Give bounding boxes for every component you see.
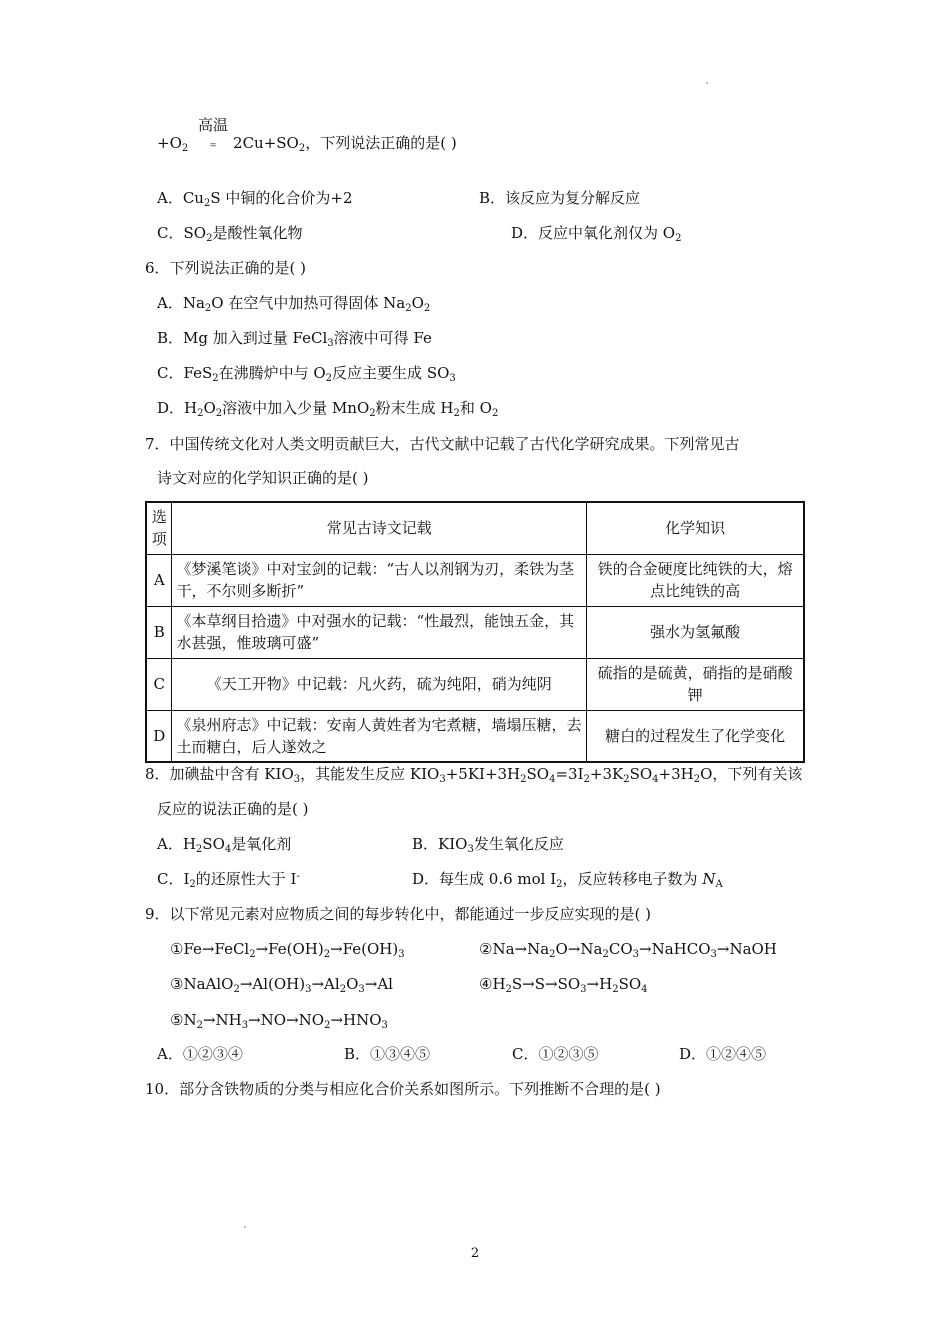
q9-option-d[interactable]: D．①②④⑤: [679, 1045, 767, 1063]
row-knowledge: 强水为氢氟酸: [587, 606, 804, 658]
row-record: 《泉州府志》中记载：安南人黄姓者为宅煮糖，墙塌压糖，去土而糖白，后人遂效之: [172, 710, 587, 762]
header-record: 常见古诗文记载: [172, 502, 587, 554]
q6-option-c[interactable]: C．FeS$_2$在沸腾炉中与 $O_2$反应主要生成 $SO_3$: [157, 364, 456, 384]
header-option: 选项: [146, 502, 172, 554]
reaction-condition: 高温 =: [198, 116, 229, 151]
q9-sequence-2: $②Na\to Na_2O\to Na_2CO_3\to NaHCO_3\to NaOH$: [479, 940, 777, 960]
page-number: 2: [470, 1246, 480, 1261]
table-row: [146, 554, 804, 606]
q7-table: [145, 501, 805, 763]
q9-option-b[interactable]: B．①③④⑤: [344, 1045, 431, 1063]
q10-stem: 10．部分含铁物质的分类与相应化合价关系如图所示。下列推断不合理的是( ): [145, 1080, 661, 1098]
q9-stem: 9．以下常见元素对应物质之间的每步转化中，都能通过一步反应实现的是( ): [145, 905, 652, 923]
q6-option-d[interactable]: D．$H_2O_2$溶液中加入少量 MnO$_2$粉末生成 $H_2$和 $O_2$: [157, 399, 499, 419]
scan-speck: [706, 82, 708, 84]
q9-sequence-4: $④H_2S\to S\to SO_3\to H_2SO_4$: [479, 975, 648, 995]
row-label: D: [146, 710, 172, 762]
row-label: A: [146, 554, 172, 606]
row-record: 《本草纲目拾遗》中对强水的记载：“性最烈，能蚀五金，其水甚强，惟玻璃可盛”: [172, 606, 587, 658]
q6-option-b[interactable]: B．Mg 加入到过量 FeCl$_3$溶液中可得 Fe: [157, 329, 432, 349]
q9-option-a[interactable]: A．①②③④: [157, 1045, 243, 1063]
q9-sequence-1: $①Fe\to FeCl_2\to Fe(OH)_2\to Fe(OH)_3$: [170, 940, 405, 960]
q8-option-b[interactable]: B．$KIO_3$发生氧化反应: [412, 835, 564, 855]
row-label: C: [146, 658, 172, 710]
table-header-row: [146, 502, 804, 554]
q5-option-a[interactable]: A．$Cu_2S$ 中铜的化合价为+2: [157, 189, 353, 209]
row-knowledge: 糖白的过程发生了化学变化: [587, 710, 804, 762]
q6-option-a[interactable]: A．$Na_2O$ 在空气中加热可得固体 $Na_2O_2$: [157, 294, 431, 314]
q7-stem-line1: 7．中国传统文化对人类文明贡献巨大，古代文献中记载了古代化学研究成果。下列常见古: [145, 435, 740, 453]
table-row: [146, 606, 804, 658]
q5-option-b[interactable]: B．该反应为复分解反应: [479, 189, 641, 207]
row-knowledge: 硫指的是硫黄，硝指的是硝酸钾: [587, 658, 804, 710]
row-label: B: [146, 606, 172, 658]
q9-option-c[interactable]: C．①②③⑤: [512, 1045, 599, 1063]
q8-stem-line1: 8．加碘盐中含有 $KIO_3$，其能发生反应 $KIO_3+5KI+3H_2SO_4=3I_2+3K_2SO_4+3H_2O$，下列有关该: [145, 765, 803, 785]
q8-option-a[interactable]: A．$H_2SO_4$是氧化剂: [157, 835, 292, 855]
q5-option-c[interactable]: C．$SO_2$是酸性氧化物: [157, 224, 303, 244]
q9-sequence-5: $⑤N_2\to NH_3\to NO\to NO_2\to HNO_3$: [170, 1011, 388, 1031]
q5-stem: $+O_2$ 高温 = $2Cu+SO_2$，下列说法正确的是( ): [157, 116, 457, 154]
row-knowledge: 铁的合金硬度比纯铁的大，熔点比纯铁的高: [587, 554, 804, 606]
scan-speck: [244, 1226, 246, 1228]
table-row: [146, 658, 804, 710]
q8-option-d[interactable]: D．每生成 0.6 mol $I_2$，反应转移电子数为 $N_A$: [412, 870, 723, 890]
table-row: [146, 710, 804, 762]
q5-option-d[interactable]: D．反应中氧化剂仅为 $O_2$: [511, 224, 682, 244]
q6-stem: 6．下列说法正确的是( ): [145, 259, 307, 277]
header-knowledge: 化学知识: [587, 502, 804, 554]
row-record: 《梦溪笔谈》中对宝剑的记载：“古人以剂钢为刃，柔铁为茎干，不尔则多断折”: [172, 554, 587, 606]
q9-sequence-3: $③NaAlO_2\to Al(OH)_3\to Al_2O_3\to Al$: [170, 975, 393, 995]
q8-stem-line2: 反应的说法正确的是( ): [157, 800, 309, 818]
q8-option-c[interactable]: C．$I_2$的还原性大于 I-: [157, 870, 300, 890]
q7-stem-line2: 诗文对应的化学知识正确的是( ): [157, 469, 369, 487]
row-record: 《天工开物》中记载：凡火药，硫为纯阳，硝为纯阴: [172, 658, 587, 710]
